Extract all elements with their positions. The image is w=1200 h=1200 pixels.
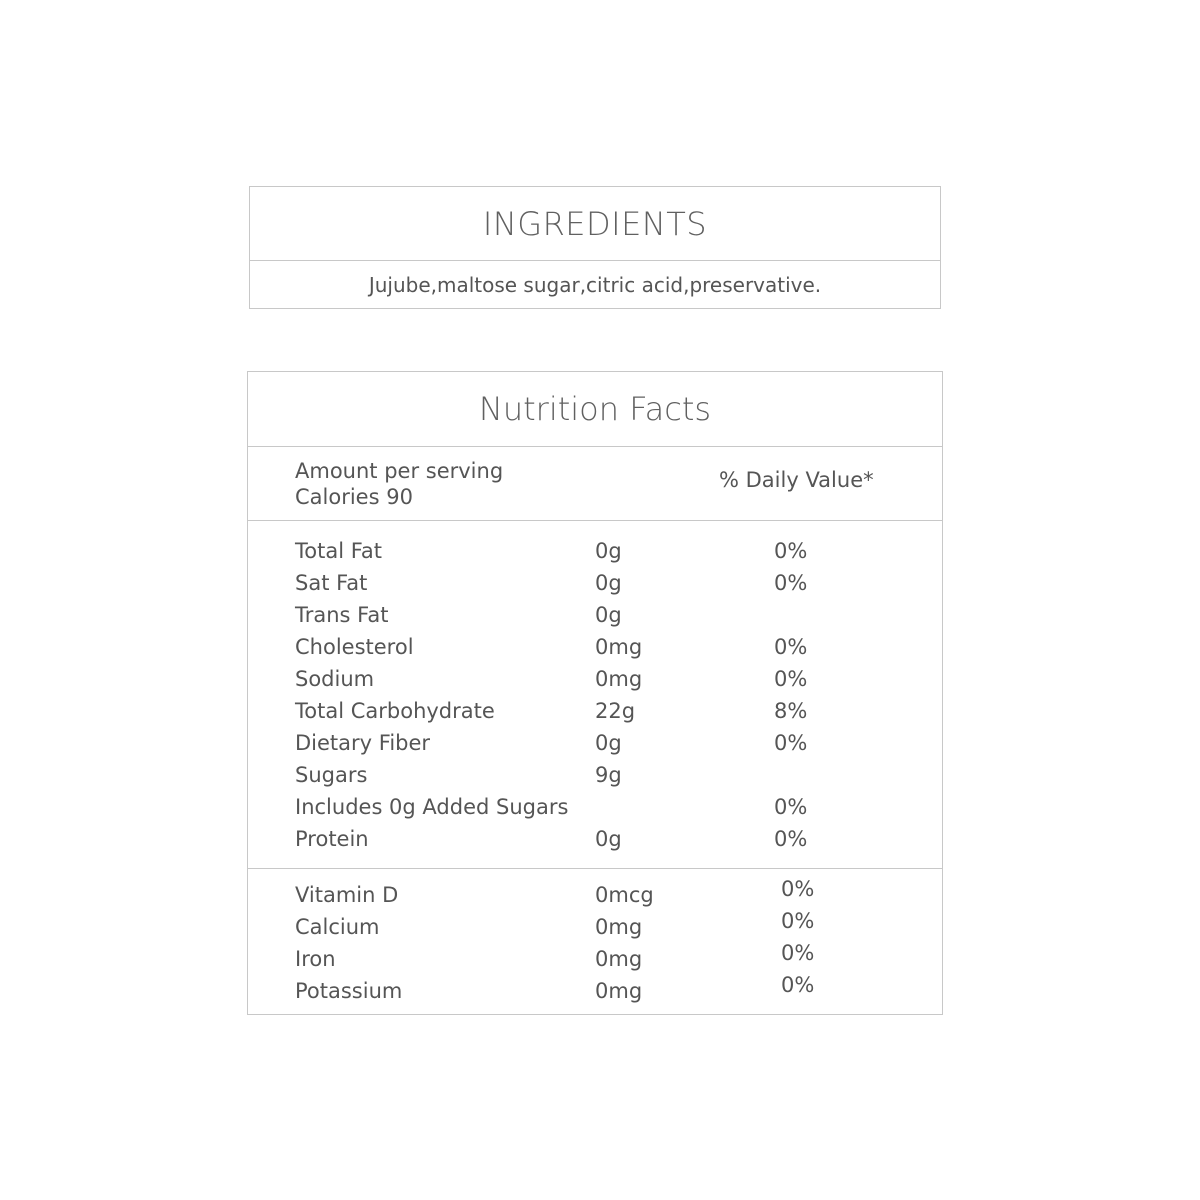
vitamin-daily-value: 0% <box>781 877 815 901</box>
serving-header <box>248 447 942 521</box>
nutrient-daily-value: 0% <box>774 731 808 755</box>
vitamin-name: Potassium <box>295 979 403 1003</box>
serving-info <box>295 458 503 510</box>
vitamin-name: Vitamin D <box>295 883 399 907</box>
nutrient-name: Protein <box>295 827 369 851</box>
nutrient-row <box>248 727 942 759</box>
vitamin-amount: 0mg <box>595 979 643 1003</box>
daily-value-header: % Daily Value* <box>719 468 874 492</box>
nutrient-daily-value: 0% <box>774 827 808 851</box>
nutrient-row <box>248 535 942 567</box>
ingredients-panel <box>249 186 941 309</box>
nutrient-amount: 22g <box>595 699 636 723</box>
nutrient-row <box>248 567 942 599</box>
ingredients-text: Jujube,maltose sugar,citric acid,preservative. <box>368 272 822 297</box>
nutrient-daily-value: 0% <box>774 795 808 819</box>
nutrient-amount: 9g <box>595 763 622 787</box>
nutrient-daily-value: 8% <box>774 699 808 723</box>
nutrient-row <box>248 663 942 695</box>
nutrient-daily-value: 0% <box>774 571 808 595</box>
nutrient-name: Total Fat <box>295 539 382 563</box>
nutrient-daily-value: 0% <box>774 539 808 563</box>
nutrient-name: Cholesterol <box>295 635 414 659</box>
nutrient-name: Sugars <box>295 763 368 787</box>
nutrient-amount: 0g <box>595 539 622 563</box>
nutrient-row <box>248 823 942 855</box>
nutrition-facts-panel <box>247 371 943 1015</box>
nutrient-row <box>248 759 942 791</box>
nutrient-amount: 0mg <box>595 667 643 691</box>
nutrient-daily-value: 0% <box>774 667 808 691</box>
vitamin-daily-value: 0% <box>781 973 815 997</box>
serving-label: Amount per serving <box>295 459 504 483</box>
nutrient-amount: 0g <box>595 571 622 595</box>
nutrient-name: Trans Fat <box>295 603 389 627</box>
nutrition-facts-title: Nutrition Facts <box>248 372 942 447</box>
nutrient-amount: 0g <box>595 603 622 627</box>
vitamin-row <box>248 911 942 943</box>
vitamin-row <box>248 975 942 1007</box>
nutrients-section <box>248 521 942 869</box>
nutrient-name: Dietary Fiber <box>295 731 431 755</box>
nutrient-row <box>248 791 942 823</box>
vitamins-section <box>248 869 942 1013</box>
vitamin-daily-value: 0% <box>781 941 815 965</box>
nutrient-row <box>248 599 942 631</box>
vitamin-daily-value: 0% <box>781 909 815 933</box>
nutrient-name: Includes 0g Added Sugars <box>295 795 569 819</box>
nutrient-daily-value: 0% <box>774 635 808 659</box>
nutrient-amount: 0mg <box>595 635 643 659</box>
ingredients-title: INGREDIENTS <box>250 187 940 261</box>
vitamin-name: Calcium <box>295 915 380 939</box>
vitamin-row <box>248 879 942 911</box>
vitamin-amount: 0mg <box>595 947 643 971</box>
nutrient-name: Sodium <box>295 667 375 691</box>
nutrient-amount: 0g <box>595 827 622 851</box>
nutrient-amount: 0g <box>595 731 622 755</box>
calories-label: Calories 90 <box>295 485 413 509</box>
nutrient-name: Total Carbohydrate <box>295 699 495 723</box>
nutrient-row <box>248 631 942 663</box>
vitamin-row <box>248 943 942 975</box>
vitamin-amount: 0mcg <box>595 883 654 907</box>
vitamin-name: Iron <box>295 947 336 971</box>
vitamin-amount: 0mg <box>595 915 643 939</box>
nutrient-row <box>248 695 942 727</box>
nutrient-name: Sat Fat <box>295 571 368 595</box>
